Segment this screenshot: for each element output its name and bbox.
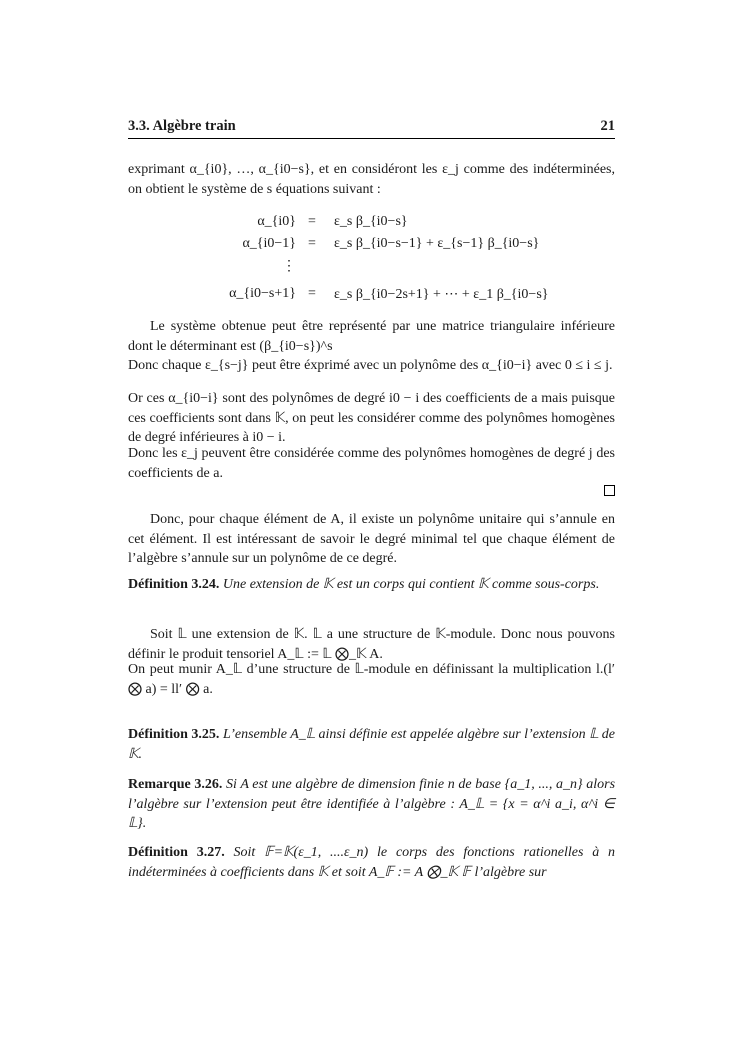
equation-row (128, 214, 615, 234)
definition-3-25 (128, 725, 615, 764)
equals-sign: = (308, 236, 316, 251)
remark-text: Si A est une algèbre de dimension finie n de base {a_1, ..., a_n} alors l’algèbre sur l’extension peut être identifiée à l’algèbre : A_𝕃 = {x = α^i a_i, α^i ∈ 𝕃}. (128, 777, 616, 831)
equation-rhs: ε_s β_{i0−2s+1} + ⋯ + ε_1 β_{i0−s} (334, 287, 549, 302)
definition-label: Définition 3.27. (128, 845, 225, 860)
paragraph-donc: Donc chaque ε_{s−j} peut être éxprimé avec un polynôme des α_{i0−i} avec 0 ≤ i ≤ j. (128, 358, 613, 373)
definition-text: Une extension de 𝕂 est un corps qui contient 𝕂 comme sous-corps. (222, 577, 600, 592)
equation-row (128, 236, 615, 256)
paragraph-intro: exprimant α_{i0}, …, α_{i0−s}, et en considéront les ε_j comme des indéterminées, on obtient le système de s équations suivant : (128, 162, 615, 197)
definition-3-24 (128, 575, 615, 595)
running-header (128, 118, 615, 139)
section-title: 3.3. Algèbre train (128, 118, 236, 134)
definition-3-27 (128, 843, 615, 882)
definition-label: Définition 3.25. (128, 727, 220, 742)
equals-sign: = (308, 214, 316, 229)
definition-label: Définition 3.24. (128, 577, 220, 592)
equation-rhs: ε_s β_{i0−s} (334, 214, 408, 229)
paragraph-soit: Soit 𝕃 une extension de 𝕂. 𝕃 a une structure de 𝕂-module. Donc nous pouvons définir le produit tensoriel A_𝕃 := 𝕃 ⨂_𝕂 A. (128, 627, 615, 662)
definition-text: Soit 𝔽=𝕂(ε_1, ....ε_n) le corps des fonctions rationelles à n indéterminées à coefficients dans 𝕂 et soit A_𝔽 := A ⨂_𝕂 𝔽 l’algèbre sur (128, 845, 616, 880)
equation-lhs: α_{i0−1} (242, 236, 296, 251)
equation-row (128, 286, 615, 306)
qed-square-icon (604, 485, 615, 496)
remark-3-26 (128, 775, 615, 834)
equals-sign: = (308, 286, 316, 301)
equation-lhs: α_{i0−s+1} (229, 286, 296, 301)
page-number: 21 (600, 118, 615, 134)
paragraph-munir: On peut munir A_𝕃 d’une structure de 𝕃-module en définissant la multiplication l.(l′ ⨂ a) = ll′ ⨂ a. (128, 662, 615, 697)
definition-text: L’ensemble A_𝕃 ainsi définie est appelée algèbre sur l’extension 𝕃 de 𝕂. (128, 727, 616, 762)
paragraph-triangular: Le système obtenue peut être représenté par une matrice triangulaire inférieure dont le déterminant est (β_{i0−s})^s (128, 319, 615, 354)
paragraph-conclusion: Donc, pour chaque élément de A, il existe un polynôme unitaire qui s’annule en cet élément. Il est intéressant de savoir le degré minimal tel que chaque élément de l’algèbre s’annule sur un polynôme de ce degré. (128, 512, 615, 566)
remark-label: Remarque 3.26. (128, 777, 223, 792)
equation-lhs: α_{i0} (257, 214, 296, 229)
vertical-ellipsis: ⋮ (282, 259, 296, 274)
paragraph-or: Or ces α_{i0−i} sont des polynômes de degré i0 − i des coefficients de a mais puisque ces coefficients sont dans 𝕂, on peut les considérer comme des polynômes homogènes de degré inférieures à i0 − i. (128, 391, 615, 445)
equation-rhs: ε_s β_{i0−s−1} + ε_{s−1} β_{i0−s} (334, 236, 540, 251)
paragraph-eps: Donc les ε_j peuvent être considérée comme des polynômes homogènes de degré j des coefficients de a. (128, 446, 615, 481)
equation-row (128, 258, 615, 278)
